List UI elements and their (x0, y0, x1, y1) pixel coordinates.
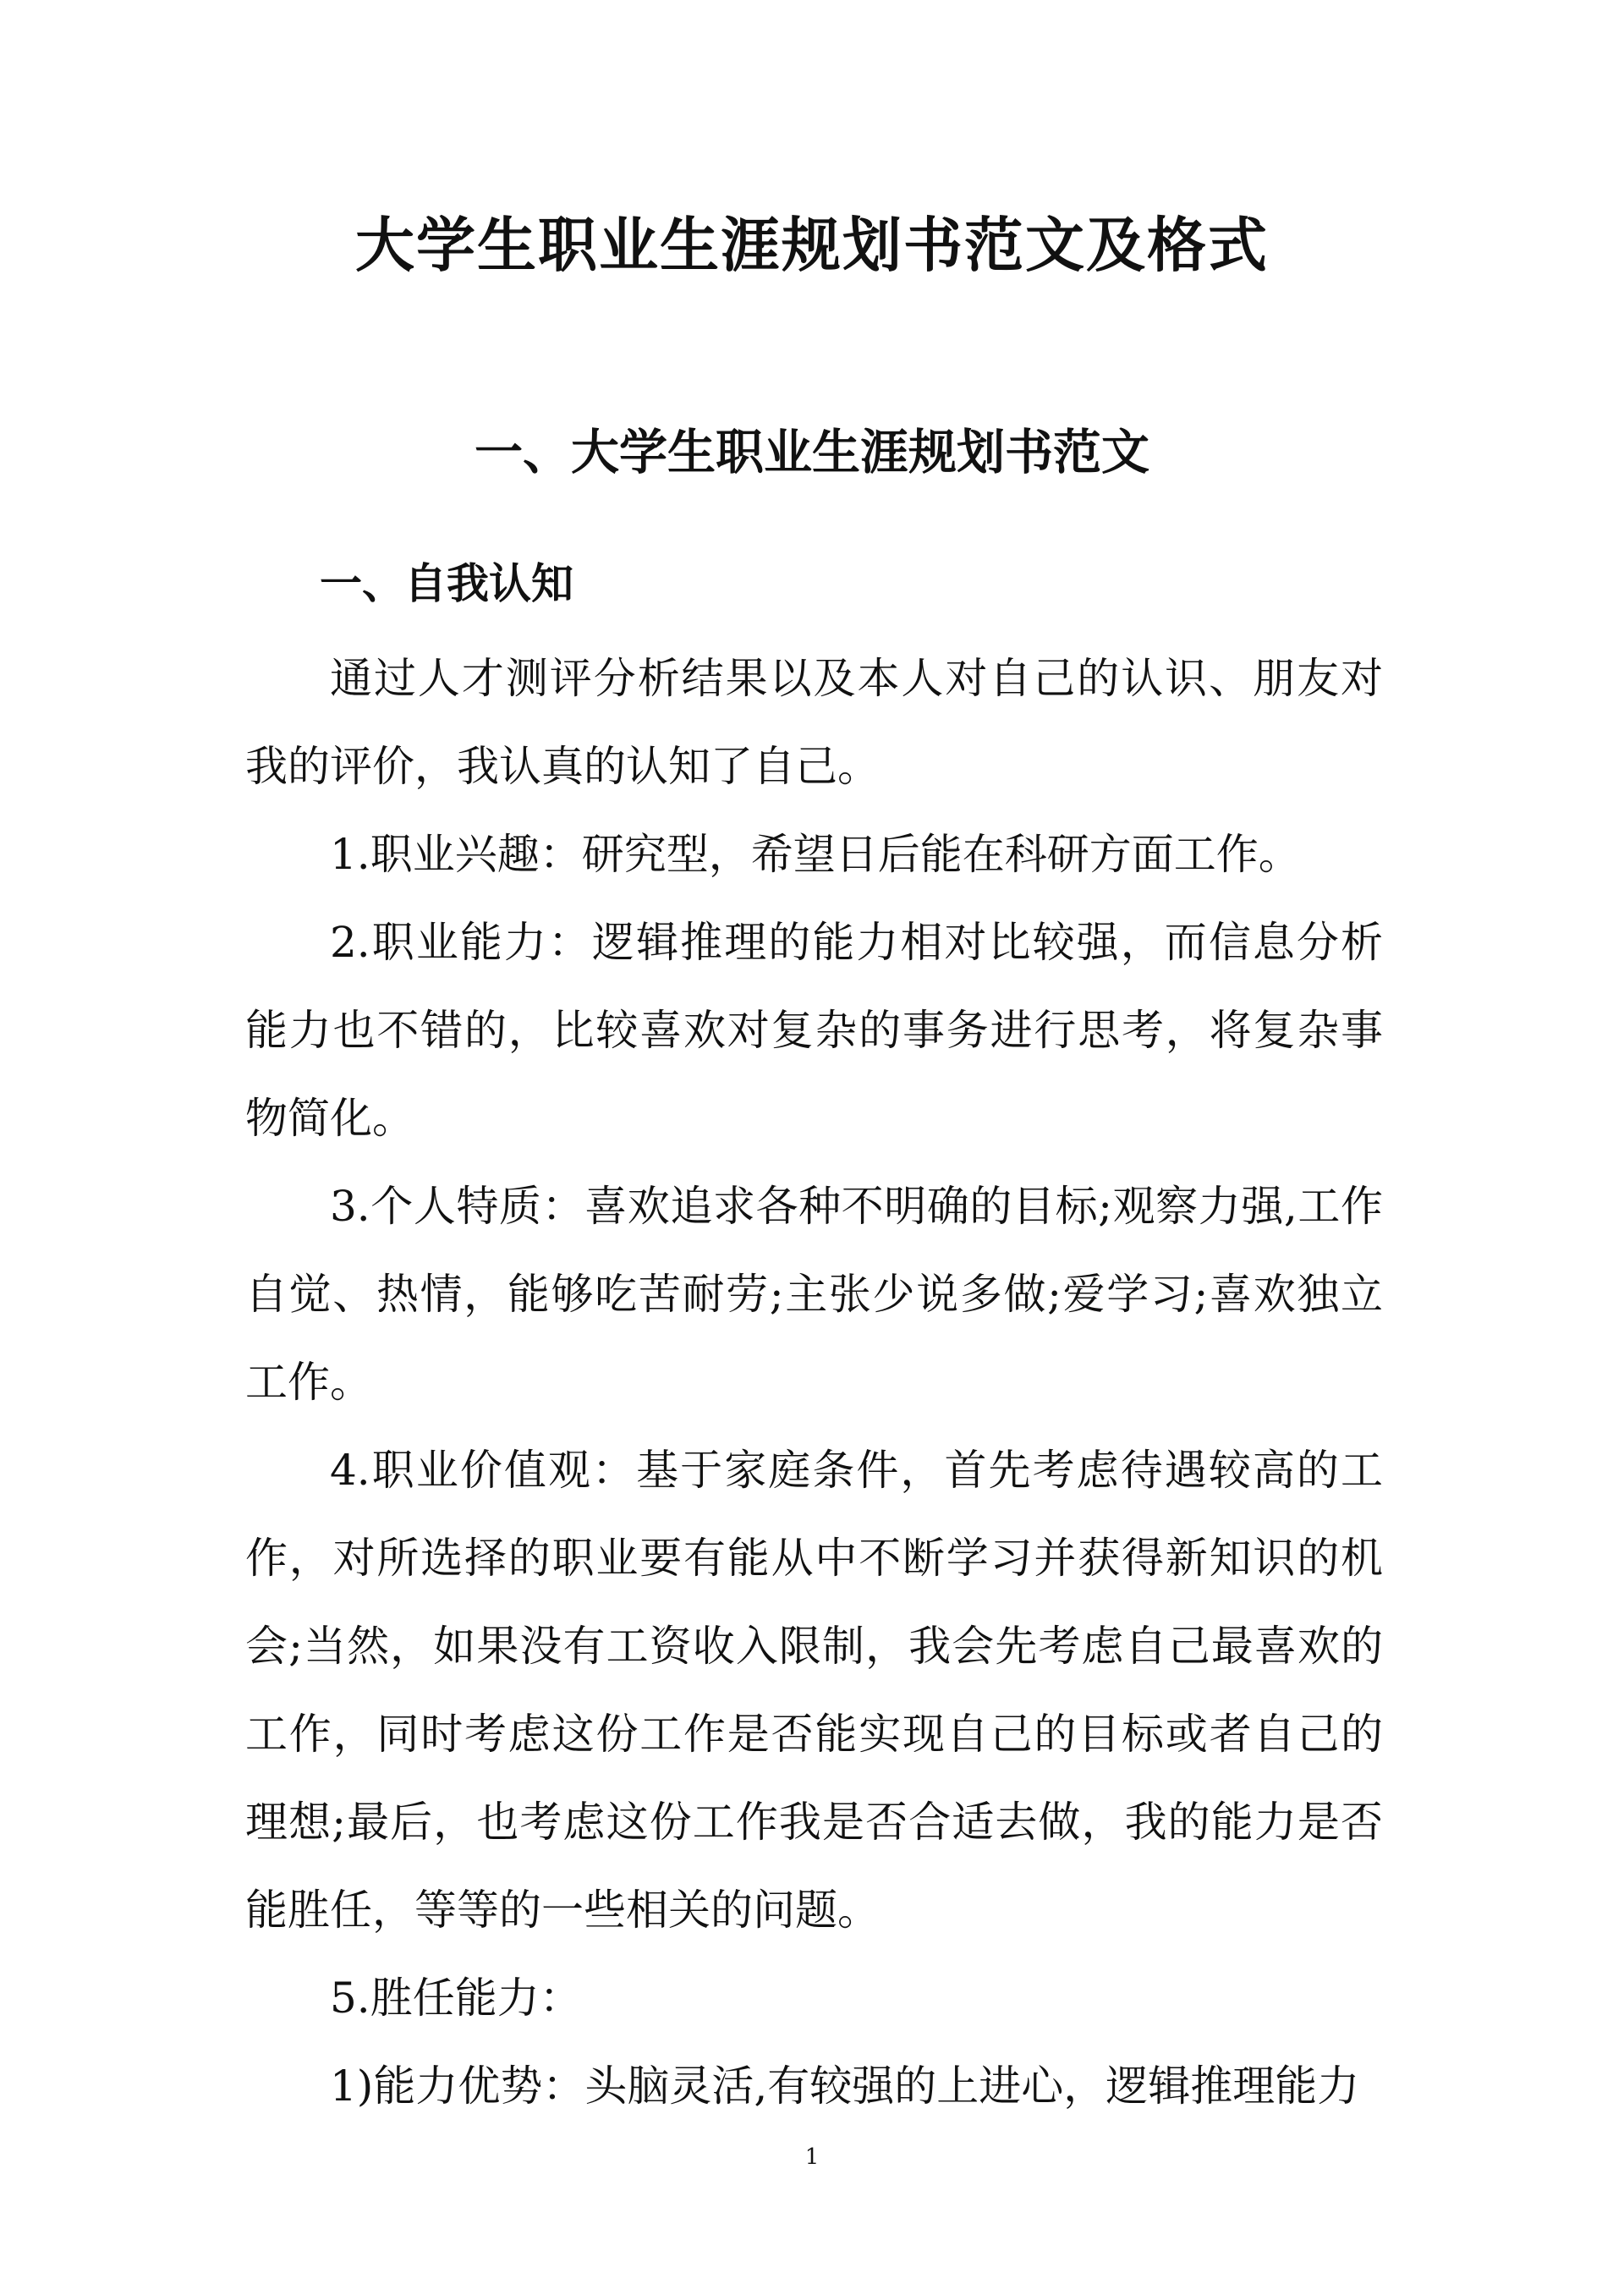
paragraph-ability-strengths: 1)能力优势：头脑灵活,有较强的上进心，逻辑推理能力 (330, 2062, 1360, 2111)
paragraph-intro: 通过人才测评分析结果以及本人对自己的认识、朋友对我的评价，我认真的认知了自己。 (245, 654, 1383, 791)
paragraph-career-interest: 1.职业兴趣：研究型，希望日后能在科研方面工作。 (330, 830, 1301, 879)
sub-heading-self-awareness: 一、自我认知 (320, 558, 573, 608)
paragraph-career-ability: 2.职业能力：逻辑推理的能力相对比较强，而信息分析能力也不错的，比较喜欢对复杂的事务进行思考，将复杂事物简化。 (245, 918, 1383, 1143)
section-title: 一、大学生职业生涯规划书范文 (475, 424, 1149, 480)
document-title: 大学生职业生涯规划书范文及格式 (355, 210, 1269, 280)
paragraph-personal-traits: 3.个人特质：喜欢追求各种不明确的目标;观察力强,工作自觉、热情，能够吃苦耐劳;主张少说多做;爱学习;喜欢独立工作。 (245, 1182, 1383, 1407)
paragraph-competence: 5.胜任能力： (330, 1974, 582, 2023)
body-text (245, 634, 1383, 2130)
page-number: 1 (804, 2144, 820, 2170)
paragraph-career-values: 4.职业价值观：基于家庭条件，首先考虑待遇较高的工作，对所选择的职业要有能从中不断学习并获得新知识的机会;当然，如果没有工资收入限制，我会先考虑自己最喜欢的工作，同时考虑这份工作是否能实现自己的目标或者自己的理想;最后，也考虑这份工作我是否合适去做，我的能力是否能胜任，等等的一些相关的问题。 (245, 1446, 1383, 1935)
